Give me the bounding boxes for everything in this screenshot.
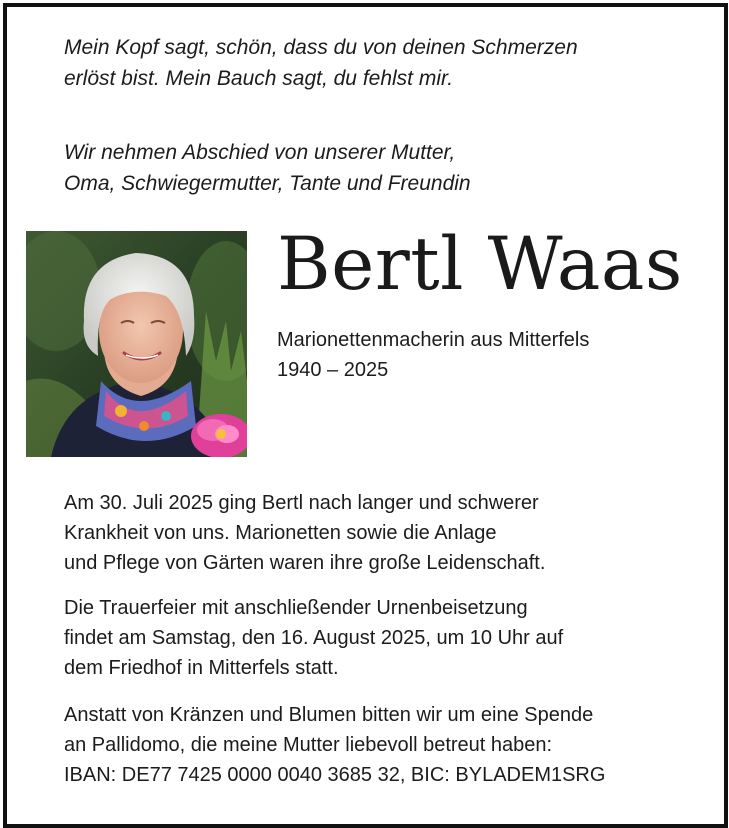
announcement-paragraph — [64, 488, 545, 578]
donation-paragraph — [64, 700, 605, 790]
quote-line: erlöst bist. Mein Bauch sagt, du fehlst mir. — [64, 67, 454, 90]
funeral-details-paragraph — [64, 593, 563, 683]
paragraph-line: und Pflege von Gärten waren ihre große Leidenschaft. — [64, 552, 546, 574]
paragraph-line: dem Friedhof in Mitterfels statt. — [64, 657, 339, 679]
opening-quote — [64, 32, 578, 94]
paragraph-line: Krankheit von uns. Marionetten sowie die Anlage — [64, 522, 497, 544]
paragraph-line: findet am Samstag, den 16. August 2025, um 10 Uhr auf — [64, 627, 564, 649]
paragraph-line: Die Trauerfeier mit anschließender Urnenbeisetzung — [64, 597, 528, 619]
paragraph-line: an Pallidomo, die meine Mutter liebevoll betreut haben: — [64, 734, 553, 756]
farewell-line: Wir nehmen Abschied von unserer Mutter, — [64, 141, 456, 164]
farewell-statement — [64, 137, 471, 199]
paragraph-line: Anstatt von Kränzen und Blumen bitten wir um eine Spende — [64, 704, 594, 726]
deceased-name: Bertl Waas — [277, 222, 683, 307]
quote-line: Mein Kopf sagt, schön, dass du von deinen Schmerzen — [64, 36, 578, 59]
paragraph-line: Am 30. Juli 2025 ging Bertl nach langer und schwerer — [64, 492, 539, 514]
occupation: Marionettenmacherin aus Mitterfels — [277, 329, 590, 351]
farewell-line: Oma, Schwiegermutter, Tante und Freundin — [64, 172, 471, 195]
bank-details: IBAN: DE77 7425 0000 0040 3685 32, BIC: BYLADEM1SRG — [64, 764, 606, 786]
occupation-and-dates — [277, 325, 589, 385]
portrait-photo — [26, 231, 247, 457]
lifespan: 1940 – 2025 — [277, 359, 389, 381]
